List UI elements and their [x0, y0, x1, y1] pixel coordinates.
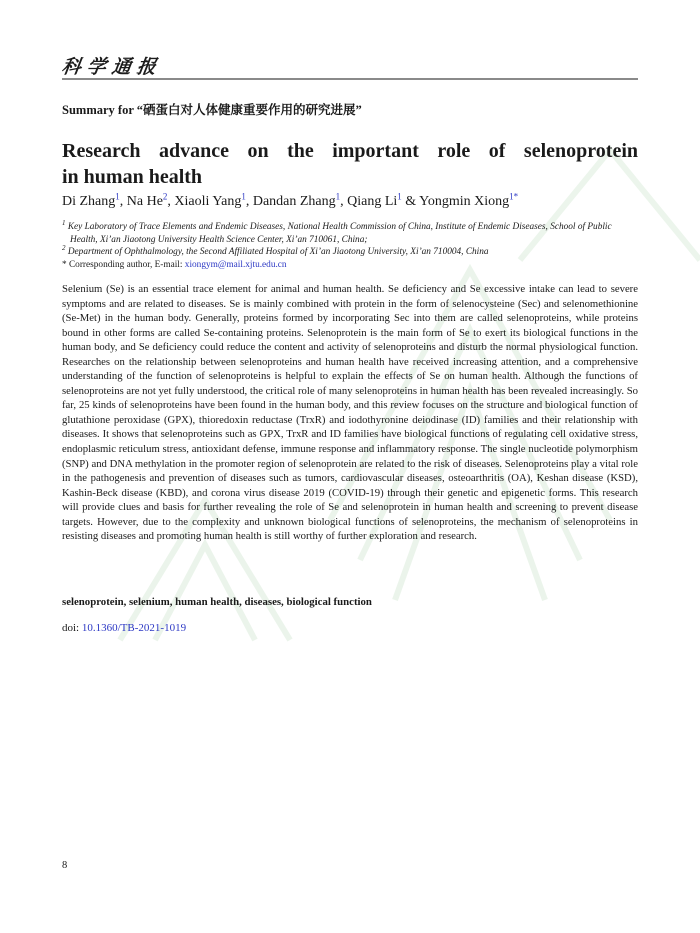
author-line — [62, 191, 638, 210]
summary-line: Summary for “硒蛋白对人体健康重要作用的研究进展” — [62, 103, 362, 117]
doi-label: doi: — [62, 622, 82, 634]
author: Qiang Li$^1$ & — [347, 191, 420, 209]
journal-logo: 科学通报 — [60, 56, 164, 78]
author-affil-sup: 1 — [335, 191, 341, 202]
author: Di Zhang$^1$, — [62, 191, 127, 209]
abstract-text: Selenium (Se) is an essential trace element for animal and human health. Se deficiency and Se excessive intake can lead to severe symptoms and are related to diseases. Se is mainly combined with protein in the form of selenocysteine (Sec) and selenomethionine (Se-Met) in the human body. Generally, proteins formed by incorporating Sec into them are called selenoproteins, while proteins bound in other forms are called Se-containing proteins. Selenoprotein is the main form of Se to exert its biological functions in the human body, and Se deficiency could reduce the content and activity of selenoproteins and disturb the normal physiological function. Researches on the relationship between selenoproteins and human health have received increasing attention, and a comprehensive understanding of the function of selenoproteins is helpful to explain the effects of Se on human health. Although the functions of selenoproteins are not yet fully understood, the critical role of many selenoproteins in human health has been revealed increasingly. So far, 25 kinds of selenoproteins have been found in the human body, and this review focuses on the structure and biological function of glutathione peroxidase (GPX), thioredoxin reductase (TrxR) and iodothyronine deiodinase (ID) families and their relationship with diseases. It shows that selenoproteins such as GPX, TrxR and ID families have biological functions of regulating cell oxidative stress, endoplasmic reticulum stress, antioxidant defense, immune response and inflammatory response. The single nucleotide polymorphism (SNP) and DNA methylation in the promoter region of selenoprotein are related to the risk of diseases. Selenoproteins play a vital role in the pathogenesis and prevention of diseases such as tumors, cardiovascular diseases, osteoarthritis (OA), Keshan disease (KSD), Kashin-Beck disease (KBD), and corona virus disease 2019 (COVID-19) through their genetic and epigenetic forms. This research will provide clues and basis for further revealing the role of Se and selenoprotein in human health and screening to prevent disease targets. However, due to the complexity and unknown biological functions of selenoproteins, the mechanism of selenoproteins in resisting diseases and promoting human health is still worthy of further exploration and research. — [62, 283, 638, 543]
affiliation-marker: 2 — [62, 244, 66, 253]
header-rule — [62, 78, 638, 80]
author-affil-sup: 1* — [509, 191, 519, 202]
author-affil-sup: 1 — [397, 191, 402, 202]
author-affil-sup: 1 — [115, 191, 120, 202]
author-affil-sup: 1 — [241, 191, 246, 202]
author: Xiaoli Yang$^1$, — [174, 191, 253, 209]
corresponding-marker: * — [62, 259, 67, 270]
author: Dandan Zhang$^1$, — [252, 191, 348, 209]
doi-line — [62, 622, 186, 634]
affiliations-block — [62, 218, 638, 271]
email-link[interactable]: xiongym@mail.xjtu.edu.cn — [184, 259, 287, 270]
author: Yongmin Xiong$^{1*}$ — [419, 191, 519, 209]
author: Na He$^2$, — [126, 191, 175, 209]
page-number: 8 — [62, 860, 68, 871]
article-title — [62, 138, 638, 190]
corresponding-author-line — [62, 259, 638, 272]
affiliation-1: $^1$ Key Laboratory of Trace Elements and Endemic Diseases, National Health Commission of China, Institute of Endemic Diseases, School of Public Health, Xi’an Jiaotong University Health Science Center, Xi’an 710061, China; — [62, 218, 612, 245]
title-line-2: in human health — [62, 166, 203, 188]
keywords-line: selenoprotein, selenium, human health, diseases, biological function — [62, 596, 372, 608]
title-line-1: Research advance on the important role of selenoprotein — [62, 140, 638, 162]
affiliation-marker: 1 — [62, 218, 66, 227]
doi-link[interactable]: 10.1360/TB-2021-1019 — [81, 622, 187, 634]
author-affil-sup: 2 — [162, 191, 168, 202]
affiliation-2: $^2$ Department of Ophthalmology, the Second Affiliated Hospital of Xi’an Jiaotong University, Xi’an 710004, China — [62, 244, 489, 258]
corresponding-label: Corresponding author, E-mail: — [66, 259, 185, 270]
